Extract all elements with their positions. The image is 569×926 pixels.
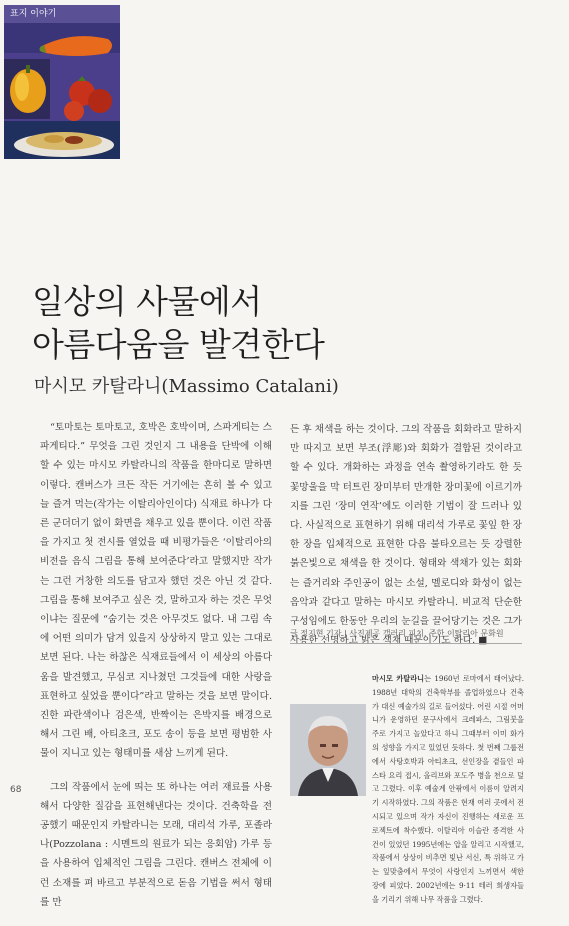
left-column: [40, 418, 272, 926]
left-paragraph-2: 그의 작품에서 눈에 띄는 또 하나는 여러 재료를 사용해서 다양한 질감을 표현해낸다는 것이다. 건축학을 전공했기 때문인지 카탈라니는 모래, 대리석 가루, 포졸라나(Pozzolana : 시멘트의 원료가 되는 응회암) 가루 등을 사용하여 입체적인 그림을 그린다. 캔버스 전체에 이런 소재를 펴 바르고 부분적으로 돋음 기법을 써서 형태를 만: [40, 781, 272, 908]
page-number: 68: [10, 785, 22, 795]
title-line-1: 일상의 사물에서: [32, 282, 262, 321]
portrait-image: [290, 704, 366, 796]
article-title: [32, 280, 452, 366]
artist-bio: [372, 672, 524, 907]
section-tag: 표지 이야기: [4, 5, 120, 23]
left-paragraph-1: “토마토는 토마토고, 호박은 호박이며, 스파게티는 스파게티다.” 무엇을 그린 것인지 그 내용을 단박에 이해할 수 있는 마시모 카탈라니의 작품을 한마디로 말하면 이렇다. 캔버스가 크든 작든 거기에는 흔히 볼 수 있고 늘 즐겨 먹는(작가는 이탈리아인이다) 식재료 하나가 다른 군더더기 없이 화면을 채우고 있을 뿐이다. 이런 작품을 가지고 첫 전시를 열었을 때 비평가들은 ‘이탈리아의 비전을 음식 그림을 통해 보여준다’라고 말했지만 작가는 그런 거창한 의도를 담고자 했던 것은 아닌 것 같다. 그림을 통해 보여주고 싶은 것, 말하고자 하는 것은 무엇이냐는 질문에 “숨기는 것은 아무것도 없다. 내 그림 속에 어떤 의미가 담겨 있을지 상상하지 말고 있는 그대로 보면 된다. 나는 하찮은 식재료들에서 이 세상의 아름다움을 발견했고, 무심코 지나쳤던 그것들에 대한 사랑을 표현하고 싶었을 뿐이다”라고 말하는 것을 보면 말이다. 진한 파란색이나 검은색, 반짝이는 은박지를 배경으로 해서 그린 배, 아티초크, 포도 송이 등을 보면 평범한 사물이 지니고 있는 형태미를 새삼 느끼게 된다.: [40, 422, 272, 760]
artist-portrait: [290, 704, 366, 796]
photo-credit: 글 정지현 기자 | 사진제공 갤러리 피치, 주한 이탈리아 문화원: [290, 628, 522, 644]
artist-name: 마시모 카탈라니(Massimo Catalani): [34, 376, 339, 397]
cover-thumbnail: [4, 23, 120, 159]
bio-name: 마시모 카탈라니: [372, 674, 425, 683]
cover-artwork-image: [4, 23, 120, 159]
bio-text: 는 1960년 로마에서 태어났다. 1988년 대학의 건축학부를 졸업하였으나 건축가 대신 예술가의 길로 들어섰다. 어린 시절 어머니가 운영하던 문구사에서 크레파스, 그림붓을 주로 가지고 놀았다고 하니 그때부터 이미 화가의 성향을 가지고 있었던 듯하다. 첫 번째 그룹전에서 사탕호박과 아티초크, 선인장을 곁들인 파스타 요리 접시, 올리브와 포도주 병을 천으로 덮고 그렸다. 이후 예술계 안팎에서 이름이 알려지기 시작하였다. 그의 작품은 현재 여러 곳에서 전시되고 있으며 작가 자신이 진행하는 새로운 프로젝트에 착수했다. 이탈리아 이슬란 종격한 사건이 있었던 1995년에는 압을 알리고 시작했고, 작품에서 상상이 비추면 빛난 서신, 특 위하고 가는 잎맞춤에서 무엇이 사랑인지 느끼면서 색한 장에 피었다. 2002년에는 9·11 테러 희생자들을 기리기 위해 나무 작품을 그렸다.: [372, 674, 524, 904]
right-paragraph-1: 든 후 채색을 하는 것이다. 그의 작품을 회화라고 말하지만 따지고 보면 부조(浮彫)와 회화가 결합된 것이라고 할 수 있다. 개화하는 과정을 연속 촬영하기라도 한 듯 꽃망울을 막 터트린 장미부터 만개한 장미꽃에 이르기까지를 그린 ‘장미 연작’에도 이러한 기법이 잘 드러나 있다. 사실적으로 표현하기 위해 대리석 가루로 꽃잎 한 장 한 장을 입체적으로 표현한 다음 불타오르는 듯 강렬한 붉은빛으로 채색을 한 것이다. 형태와 색채가 있는 회화는 즐거리와 주인공이 없는 소설, 멜로디와 화성이 없는 음악과 같다고 말하는 마시모 카탈라니. 비교적 단순한 구성임에도 한동안 우리의 눈길을 끌어당기는 것은 그가 사용한 선명하고 밝은 색채 때문이기도 하다. ■: [290, 424, 522, 647]
title-line-2: 아름다움을 발견한다: [32, 325, 325, 364]
